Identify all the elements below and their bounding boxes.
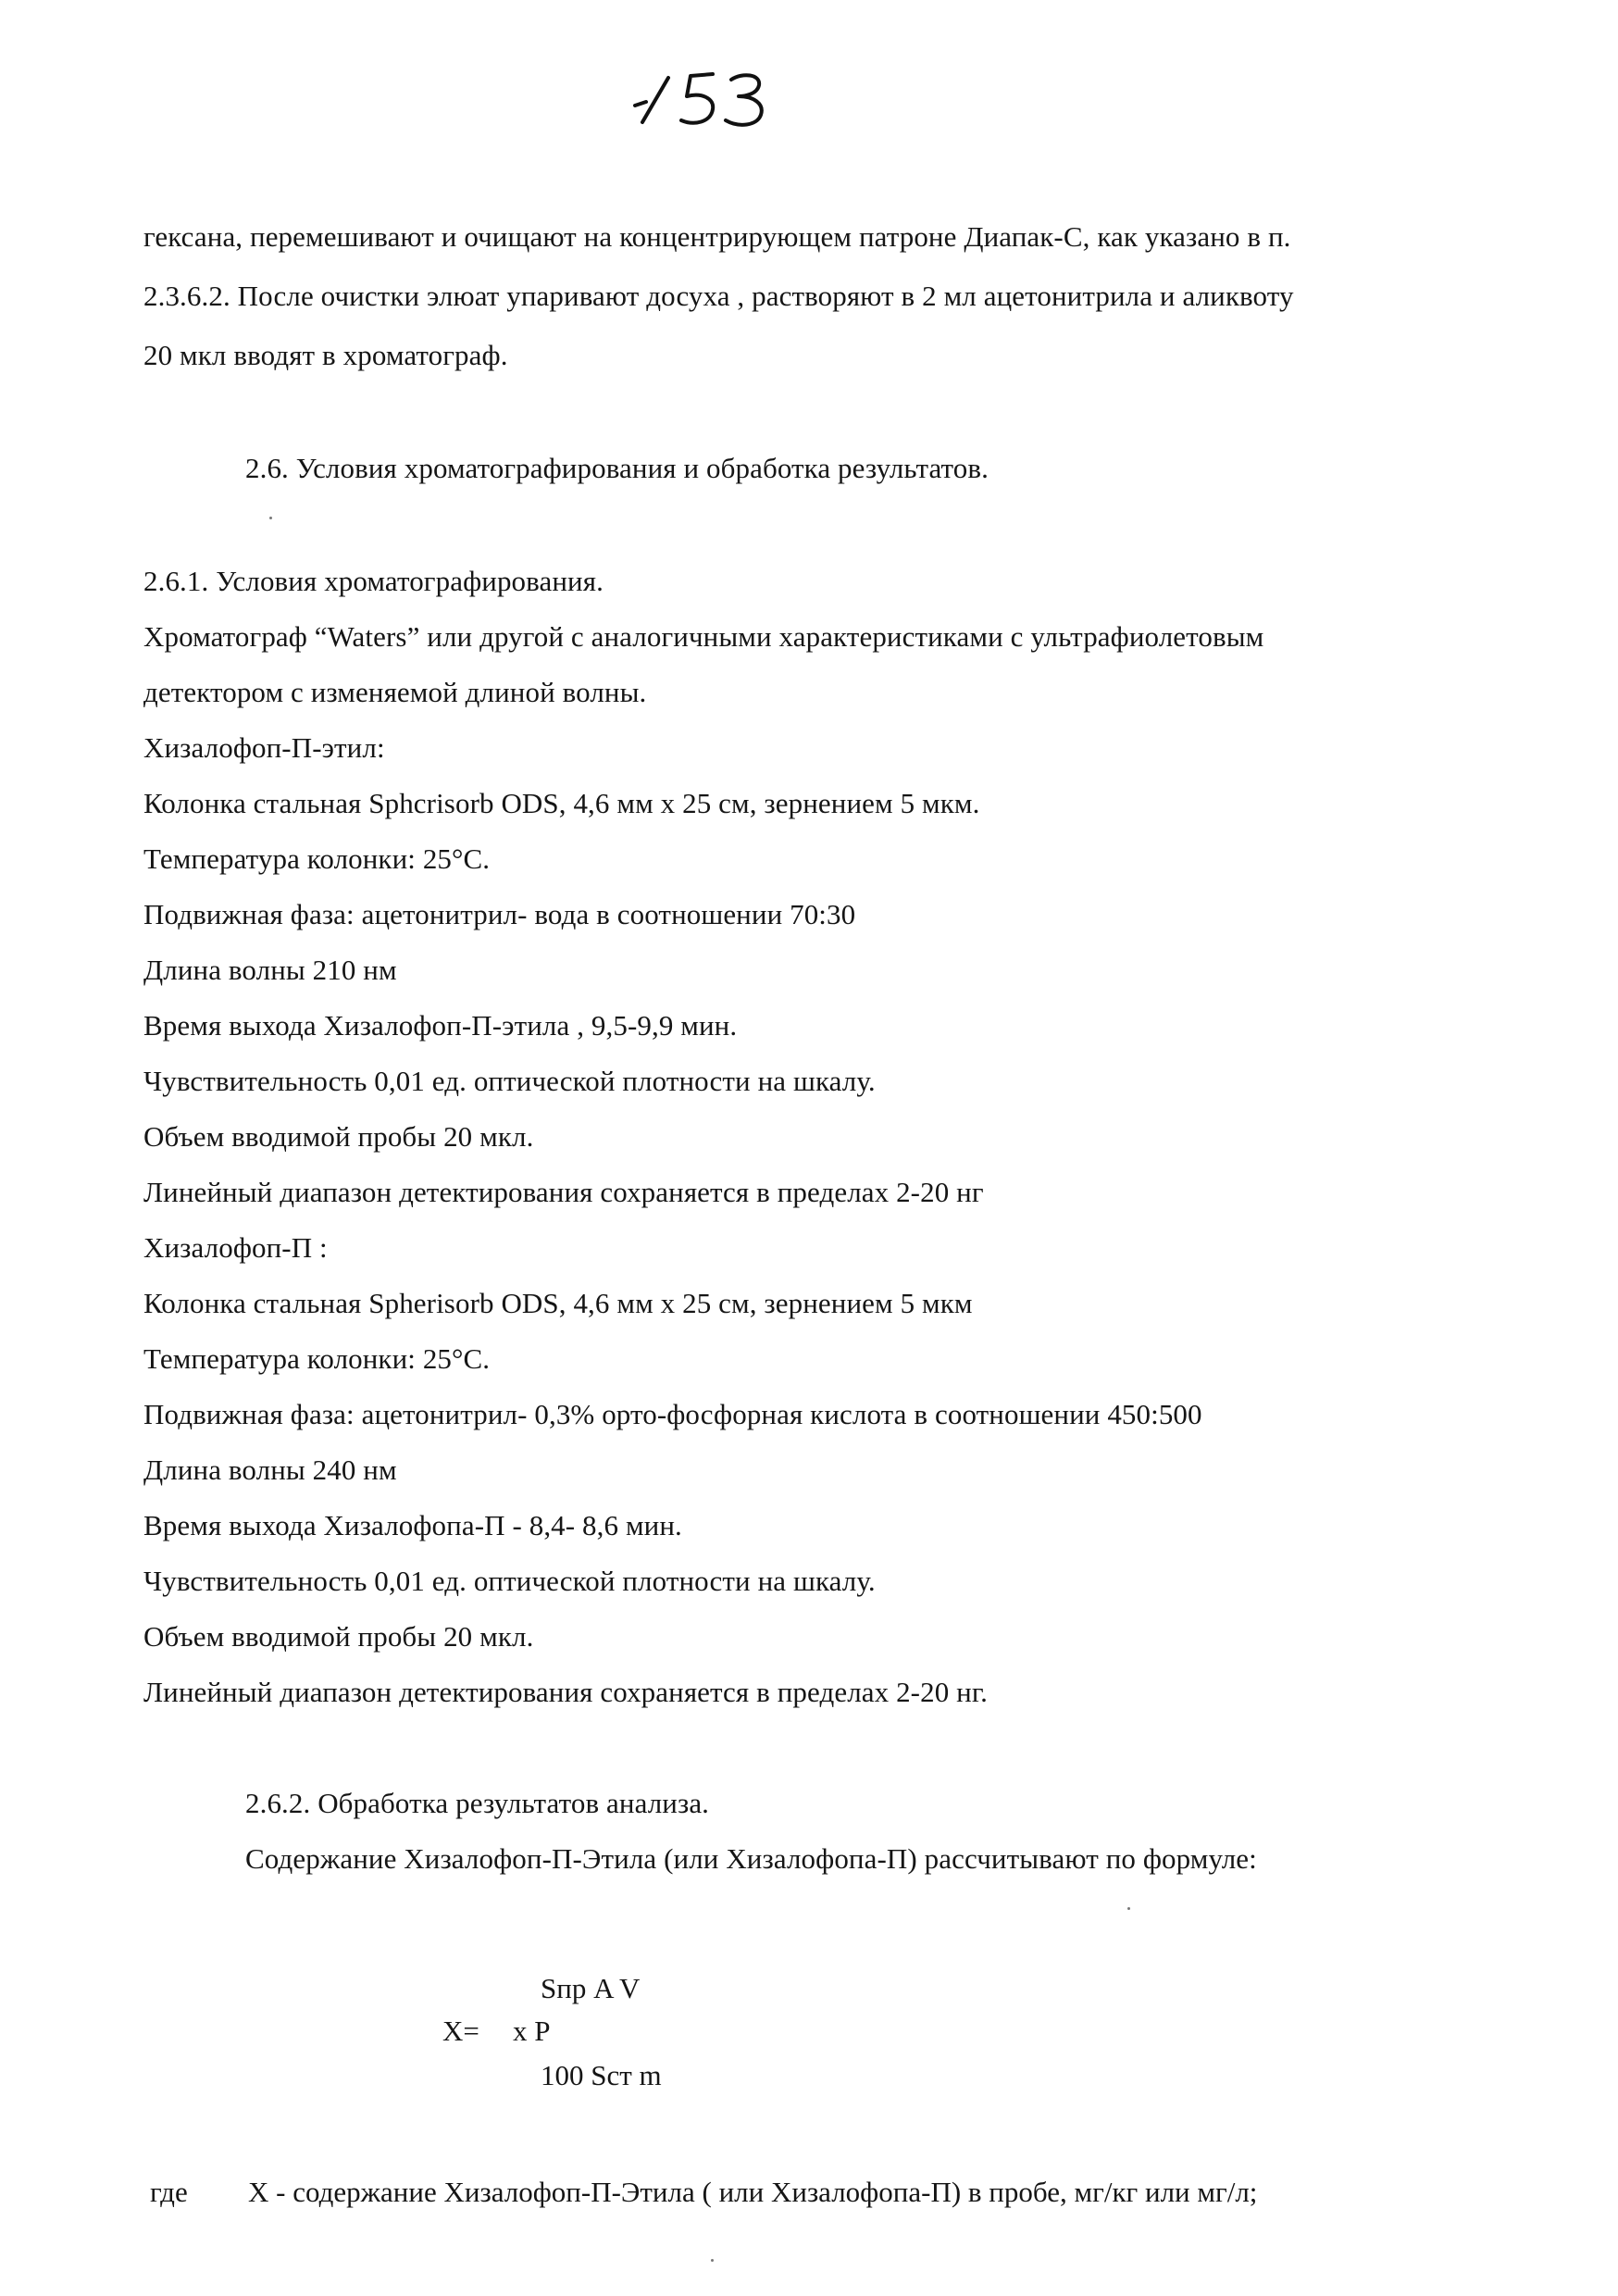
acid-temperature-line: Температура колонки: 25°С. <box>143 1342 491 1375</box>
ethyl-sensitivity-line: Чувствительность 0,01 ед. оптической плотности на шкалу. <box>143 1065 876 1097</box>
chromatograph-line-1: Хроматограф “Waters” или другой с аналогичными характеристиками с ультрафиолетовым <box>143 620 1264 653</box>
ethyl-linear-range-line: Линейный диапазон детектирования сохраняется в пределах 2-20 нг <box>143 1176 984 1208</box>
ethyl-mobile-phase-line: Подвижная фаза: ацетонитрил- вода в соотношении 70:30 <box>143 898 856 930</box>
acid-linear-range-line: Линейный диапазон детектирования сохраняется в пределах 2-20 нг. <box>143 1676 988 1708</box>
acid-volume-line: Объем вводимой пробы 20 мкл. <box>143 1620 534 1653</box>
formula-lhs: X= <box>442 2015 479 2047</box>
paragraph-line-2: 2.3.6.2. После очистки элюат упаривают досуха , растворяют в 2 мл ацетонитрила и аликвоту <box>143 280 1294 312</box>
ethyl-volume-line: Объем вводимой пробы 20 мкл. <box>143 1120 534 1153</box>
paragraph-line-3: 20 мкл вводят в хроматограф. <box>143 339 508 371</box>
acid-block-title: Хизалофоп-П : <box>143 1231 328 1264</box>
acid-column-line: Колонка стальная Spherisorb ODS, 4,6 мм х 25 см, зернением 5 мкм <box>143 1287 973 1319</box>
ethyl-column-line: Колонка стальная Sphcrisorb ODS, 4,6 мм х 25 см, зернением 5 мкм. <box>143 787 980 819</box>
ethyl-block-title: Хизалофоп-П-этил: <box>143 731 385 764</box>
acid-mobile-phase-line: Подвижная фаза: ацетонитрил- 0,3% орто-фосфорная кислота в соотношении 450:500 <box>143 1398 1202 1430</box>
where-definition: X - содержание Хизалофоп-П-Этила ( или Хизалофопа-П) в пробе, мг/кг или мг/л; <box>248 2176 1258 2208</box>
processing-heading: 2.6.2. Обработка результатов анализа. <box>245 1787 710 1819</box>
handwritten-page-number <box>629 65 787 139</box>
where-label: где <box>150 2176 188 2208</box>
chromatograph-line-2: детектором с изменяемой длиной волны. <box>143 676 647 708</box>
processing-intro: Содержание Хизалофоп-П-Этила (или Хизалофопа-П) рассчитывают по формуле: <box>245 1842 1257 1875</box>
formula-numerator: Sпр A V <box>541 1972 641 2004</box>
scan-speck <box>269 517 272 519</box>
subsection-heading: 2.6.1. Условия хроматографирования. <box>143 565 604 597</box>
section-heading: 2.6. Условия хроматографирования и обработка результатов. <box>245 452 989 484</box>
scan-speck <box>1127 1907 1130 1910</box>
formula-multiplier: x P <box>513 2015 551 2047</box>
acid-retention-line: Время выхода Хизалофопа-П - 8,4- 8,6 мин. <box>143 1509 682 1541</box>
ethyl-wavelength-line: Длина волны 210 нм <box>143 954 397 986</box>
acid-wavelength-line: Длина волны 240 нм <box>143 1454 397 1486</box>
ethyl-retention-line: Время выхода Хизалофоп-П-этила , 9,5-9,9 мин. <box>143 1009 738 1042</box>
scan-speck <box>711 2259 714 2262</box>
paragraph-line-1: гексана, перемешивают и очищают на концентрирующем патроне Диапак-С, как указано в п. <box>143 220 1291 253</box>
acid-sensitivity-line: Чувствительность 0,01 ед. оптической плотности на шкалу. <box>143 1565 876 1597</box>
formula-denominator: 100 Scт m <box>541 2059 662 2091</box>
ethyl-temperature-line: Температура колонки: 25°С. <box>143 842 491 875</box>
